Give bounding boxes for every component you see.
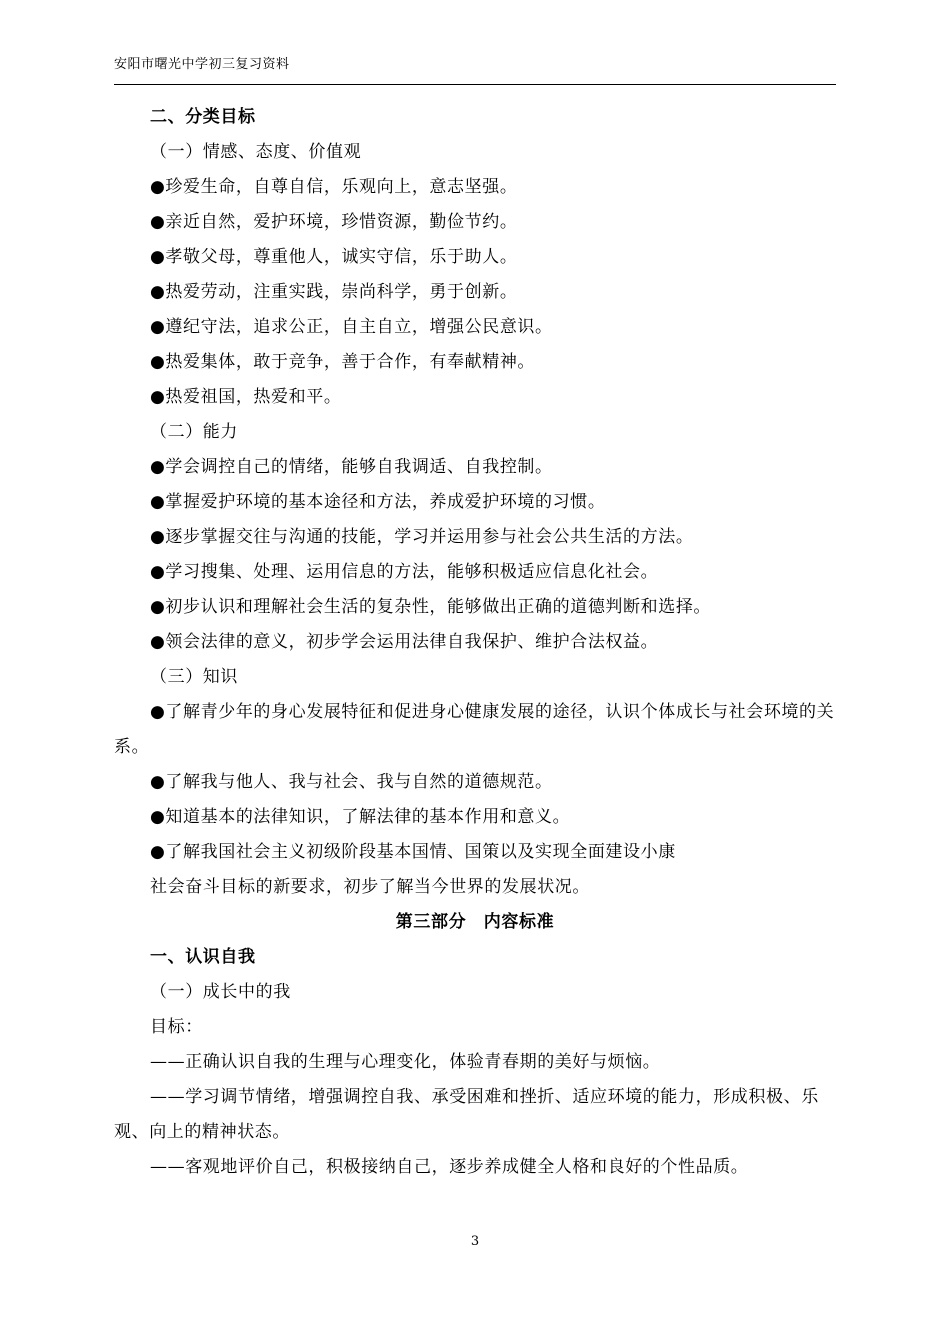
subsection-heading: （一）情感、态度、价值观 — [150, 142, 362, 162]
list-item: ●了解我国社会主义初级阶段基本国情、国策以及实现全面建设小康 — [150, 842, 676, 862]
list-item: ●了解青少年的身心发展特征和促进身心健康发展的途径，认识个体成长与社会环境的关系。 — [114, 702, 835, 757]
goal-item: ——正确认识自我的生理与心理变化，体验青春期的美好与烦恼。 — [150, 1052, 661, 1072]
list-item: ●热爱集体，敢于竞争，善于合作，有奉献精神。 — [150, 352, 536, 372]
page-number: 3 — [470, 1234, 480, 1249]
list-item: ●学习搜集、处理、运用信息的方法，能够积极适应信息化社会。 — [150, 562, 659, 582]
list-item: ●遵纪守法，追求公正，自主自立，增强公民意识。 — [150, 317, 553, 337]
list-item: ●知道基本的法律知识，了解法律的基本作用和意义。 — [150, 807, 571, 827]
subsection-heading: （三）知识 — [150, 667, 238, 687]
goal-item: ——客观地评价自己，积极接纳自己，逐步养成健全人格和良好的个性品质。 — [150, 1157, 749, 1177]
section-heading: 一、认识自我 — [150, 947, 256, 967]
subsection-heading: （二）能力 — [150, 422, 238, 442]
list-item: ●热爱劳动，注重实践，崇尚科学，勇于创新。 — [150, 282, 518, 302]
part-title: 第三部分 内容标准 — [395, 912, 555, 932]
list-item: ●珍爱生命，自尊自信，乐观向上，意志坚强。 — [150, 177, 518, 197]
list-item: ●领会法律的意义，初步学会运用法律自我保护、维护合法权益。 — [150, 632, 659, 652]
goal-item: ——学习调节情绪，增强调控自我、承受困难和挫折、适应环境的能力，形成积极、乐观、向上的精神状态。 — [114, 1087, 819, 1142]
list-item: 社会奋斗目标的新要求，初步了解当今世界的发展状况。 — [150, 877, 590, 897]
list-item: ●了解我与他人、我与社会、我与自然的道德规范。 — [150, 772, 553, 792]
goal-label: 目标： — [150, 1017, 203, 1037]
list-item: ●亲近自然，爱护环境，珍惜资源，勤俭节约。 — [150, 212, 518, 232]
subsection-heading: （一）成长中的我 — [150, 982, 291, 1002]
list-item: ●掌握爱护环境的基本途径和方法，养成爱护环境的习惯。 — [150, 492, 606, 512]
list-item: ●逐步掌握交往与沟通的技能，学习并运用参与社会公共生活的方法。 — [150, 527, 694, 547]
header-divider — [114, 84, 836, 85]
list-item: ●孝敬父母，尊重他人，诚实守信，乐于助人。 — [150, 247, 518, 267]
section-heading: 二、分类目标 — [150, 107, 256, 127]
list-item: ●热爱祖国，热爱和平。 — [150, 387, 342, 407]
list-item: ●初步认识和理解社会生活的复杂性，能够做出正确的道德判断和选择。 — [150, 597, 712, 617]
list-item: ●学会调控自己的情绪，能够自我调适、自我控制。 — [150, 457, 553, 477]
page-header: 安阳市曙光中学初三复习资料 — [114, 57, 290, 72]
document-body — [114, 100, 836, 1185]
